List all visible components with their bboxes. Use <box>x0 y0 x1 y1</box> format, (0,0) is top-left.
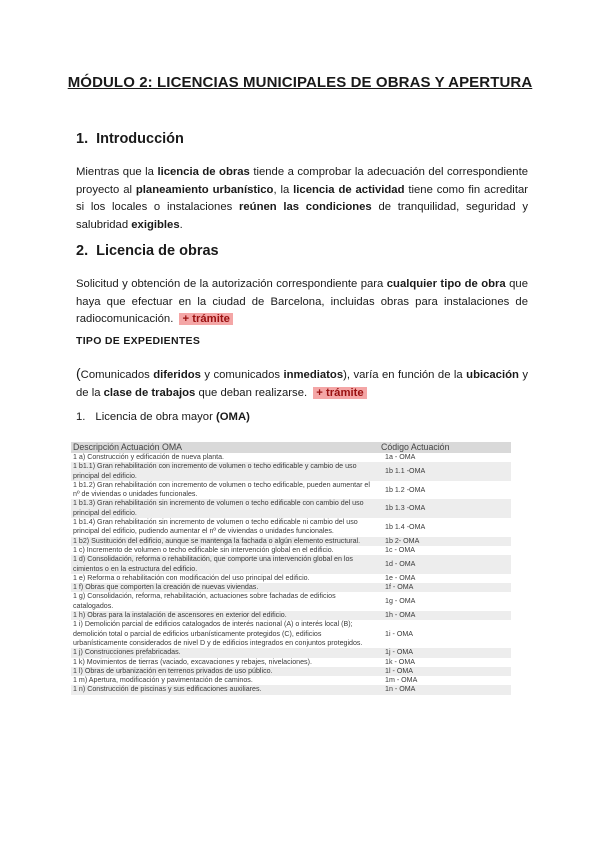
table-cell-descripcion: 1 k) Movimientos de tierras (vaciado, excavaciones y rebajes, nivelaciones). <box>73 657 312 666</box>
table-cell-codigo: 1b 1.3 -OMA <box>379 499 511 518</box>
section-heading-introduccion: 1. Introducción <box>76 131 184 147</box>
table-cell-descripcion: 1 c) Incremento de volumen o techo edificable sin intervención global en el edificio. <box>73 545 334 554</box>
table-row <box>71 574 511 583</box>
table-cell-codigo: 1m - OMA <box>385 676 418 685</box>
page-title: MÓDULO 2: LICENCIAS MUNICIPALES DE OBRAS Y APERTURA <box>67 74 533 91</box>
column-header-descripcion: Descripción Actuación OMA <box>71 442 379 453</box>
licencia-paragraph: Solicitud y obtención de la autorización correspondiente para cualquier tipo de obra que haya que efectuar en la ciudad de Barcelona, incluidas obras para instalaciones de radiocomunicación. + trámite <box>76 278 528 325</box>
table-cell-descripcion: 1 g) Consolidación, reforma, rehabilitación, actuaciones sobre fachadas de edificios catalogados. <box>73 592 336 610</box>
table-cell-descripcion: 1 b1.2) Gran rehabilitación con incremento de volumen o techo edificable, pueden aumentar el nº de viviendas o unidades funcionales. <box>73 480 370 499</box>
table-cell-codigo: 1k - OMA <box>385 657 415 666</box>
tramite-link[interactable]: + trámite <box>313 387 366 399</box>
table-cell-codigo: 1c - OMA <box>385 545 415 554</box>
table-cell-descripcion: 1 d) Consolidación, reforma o rehabilitación, que comporte una intervención global en los cimientos o en la estructura del edificio. <box>71 555 379 574</box>
table-row <box>71 685 511 694</box>
table-cell-codigo: 1g - OMA <box>385 597 416 606</box>
table-cell-codigo: 1a - OMA <box>385 453 416 461</box>
table-cell-descripcion: 1 e) Reforma o rehabilitación con modificación del uso principal del edificio. <box>73 573 310 582</box>
table-cell-codigo: 1d - OMA <box>379 555 511 574</box>
table-row <box>71 462 511 481</box>
intro-paragraph: Mientras que la licencia de obras tiende a comprobar la adecuación del correspondiente proyecto al planeamiento urbanístico, la licencia de actividad tiene como fin acreditar si los locales o instalaciones reúnen las condiciones de tranquilidad, seguridad y salubridad exigibles. <box>76 166 529 231</box>
table-cell-codigo: 1h - OMA <box>379 611 511 620</box>
table-row <box>71 537 511 546</box>
table-row <box>71 583 511 592</box>
table-cell-descripcion: 1 j) Construcciones prefabricadas. <box>71 648 379 657</box>
table-cell-codigo: 1n - OMA <box>379 685 511 694</box>
table-cell-codigo: 1i - OMA <box>385 629 413 638</box>
table-cell-descripcion: 1 i) Demolición parcial de edificios catalogados de interés nacional (A) o interés local (B); demolición total o parcial de edificios urbanísticamente protegidos (C), edificios urbanísticamente considerados de nivel D y de edificios integrados en conjuntos protegidos. <box>73 620 363 647</box>
table-cell-descripcion: 1 b1.4) Gran rehabilitación sin incremento de volumen o techo edificable ni cambio del uso principal del edificio, pudiendo aumentar el nº de viviendas o unidades funcionales. <box>73 518 358 536</box>
table-cell-descripcion: 1 b1.3) Gran rehabilitación sin incremento de volumen o techo edificable con cambio del uso principal del edificio. <box>71 499 379 518</box>
table-cell-descripcion: 1 h) Obras para la instalación de ascensores en exterior del edificio. <box>71 611 379 620</box>
table-cell-descripcion: 1 n) Construcción de piscinas y sus edificaciones auxiliares. <box>71 685 379 694</box>
tipo-paragraph: (Comunicados diferidos y comunicados inmediatos), varía en función de la ubicación y de la clase de trabajos que deban realizarse. + trámite <box>76 365 529 399</box>
tramite-link[interactable]: + trámite <box>179 313 232 325</box>
table-row <box>71 481 511 500</box>
section-heading-licencia-obras: 2. Licencia de obras <box>76 243 219 259</box>
table-row <box>71 555 511 574</box>
table-row <box>71 611 511 620</box>
table-cell-descripcion: 1 f) Obras que comporten la creación de nuevas viviendas. <box>71 583 379 592</box>
table-cell-descripcion: 1 b2) Sustitución del edificio, aunque se mantenga la fachada o algún elemento estructural. <box>71 537 379 546</box>
tipo-expedientes-heading: TIPO DE EXPEDIENTES <box>76 335 201 347</box>
list-item-oma: 1. Licencia de obra mayor (OMA) <box>76 411 250 423</box>
table-row <box>71 658 511 667</box>
table-cell-descripcion: 1 b1.1) Gran rehabilitación con incremento de volumen o techo edificable y cambio de uso principal del edificio. <box>71 462 379 481</box>
table-row <box>71 592 511 611</box>
table-cell-descripcion: 1 a) Construcción y edificación de nueva planta. <box>73 453 225 461</box>
table-cell-codigo: 1j - OMA <box>379 648 511 657</box>
table-row <box>71 453 511 462</box>
table-row <box>71 518 511 537</box>
table-cell-descripcion: 1 l) Obras de urbanización en terrenos privados de uso público. <box>71 667 379 676</box>
table-cell-codigo: 1b 2- OMA <box>379 537 511 546</box>
table-cell-codigo: 1f - OMA <box>379 583 511 592</box>
table-cell-codigo: 1b 1.1 -OMA <box>379 462 511 481</box>
column-header-codigo: Código Actuación <box>379 442 511 453</box>
table-row <box>71 620 511 648</box>
table-cell-codigo: 1b 1.4 -OMA <box>385 522 426 531</box>
table-cell-codigo: 1b 1.2 -OMA <box>385 485 426 494</box>
table-cell-codigo: 1l - OMA <box>379 667 511 676</box>
oma-table <box>71 442 511 695</box>
table-row <box>71 676 511 685</box>
table-header-row <box>71 442 511 453</box>
table-row <box>71 667 511 676</box>
table-row <box>71 546 511 555</box>
table-cell-codigo: 1e - OMA <box>385 573 416 582</box>
table-row <box>71 648 511 657</box>
table-row <box>71 499 511 518</box>
table-cell-descripcion: 1 m) Apertura, modificación y pavimentación de caminos. <box>73 676 253 685</box>
